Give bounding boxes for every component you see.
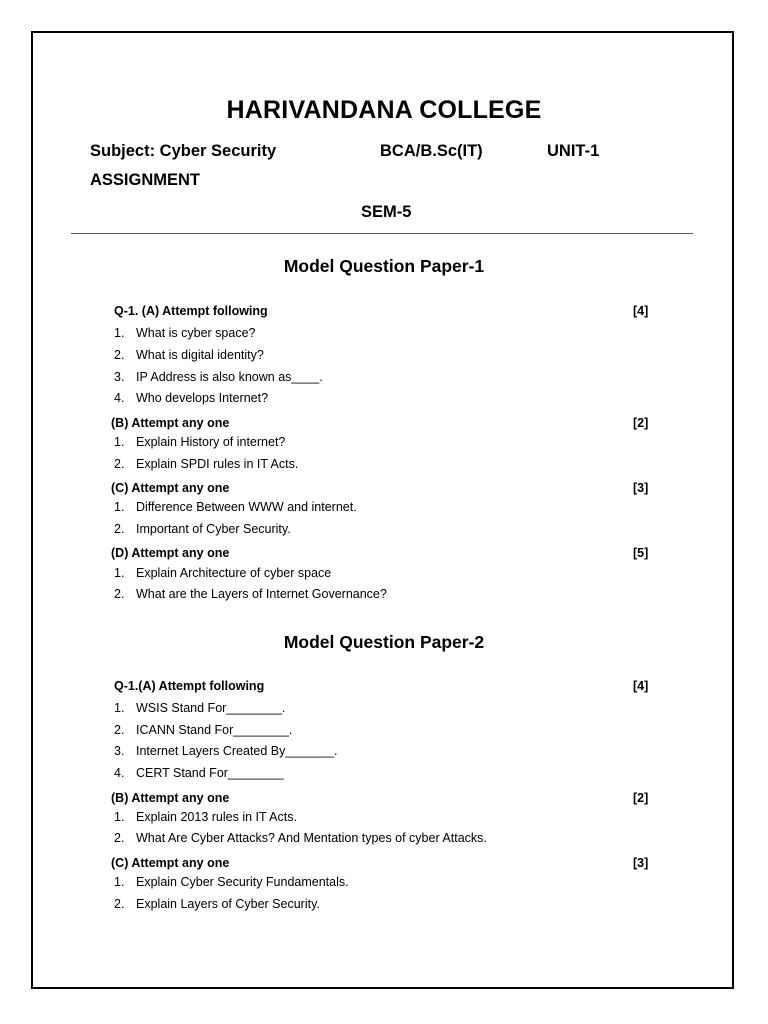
marks-badge: [4]	[633, 304, 649, 318]
semester-label: SEM-5	[361, 203, 412, 221]
list-item: 2. Important of Cyber Security.	[114, 522, 291, 536]
list-item: 1. WSIS Stand For________.	[114, 701, 286, 715]
list-item: 2. What is digital identity?	[114, 348, 264, 362]
question-heading: (B) Attempt any one	[111, 416, 230, 430]
college-title: HARIVANDANA COLLEGE	[226, 96, 542, 124]
list-item: 3. IP Address is also known as____.	[114, 370, 323, 384]
question-heading: (D) Attempt any one	[111, 546, 230, 560]
list-item: 2. Explain Layers of Cyber Security.	[114, 897, 320, 911]
list-item: 1. Explain Architecture of cyber space	[114, 566, 332, 580]
marks-badge: [2]	[633, 791, 649, 805]
assignment-label: ASSIGNMENT	[90, 171, 201, 189]
list-item: 1. Difference Between WWW and internet.	[114, 500, 357, 514]
list-item: 1. Explain History of internet?	[114, 435, 286, 449]
header-divider	[71, 233, 693, 234]
marks-badge: [3]	[633, 856, 649, 870]
question-heading: (C) Attempt any one	[111, 481, 230, 495]
marks-badge: [5]	[633, 546, 649, 560]
course-label: BCA/B.Sc(IT)	[380, 142, 483, 160]
question-heading: Q-1. (A) Attempt following	[114, 304, 268, 318]
list-item: 2. ICANN Stand For________.	[114, 723, 293, 737]
list-item: 2. What Are Cyber Attacks? And Mentation types of cyber Attacks.	[114, 831, 487, 845]
marks-badge: [2]	[633, 416, 649, 430]
unit-label: UNIT-1	[547, 142, 600, 160]
paper-2-title: Model Question Paper-2	[283, 632, 485, 652]
list-item: 4. CERT Stand For________	[114, 766, 284, 780]
list-item: 2. What are the Layers of Internet Governance?	[114, 587, 387, 601]
list-item: 4. Who develops Internet?	[114, 391, 269, 405]
marks-badge: [4]	[633, 679, 649, 693]
question-heading: (C) Attempt any one	[111, 856, 230, 870]
paper-1-title: Model Question Paper-1	[283, 256, 485, 276]
list-item: 1. What is cyber space?	[114, 326, 256, 340]
list-item: 1. Explain Cyber Security Fundamentals.	[114, 875, 349, 889]
list-item: 3. Internet Layers Created By_______.	[114, 744, 338, 758]
question-heading: (B) Attempt any one	[111, 791, 230, 805]
list-item: 1. Explain 2013 rules in IT Acts.	[114, 810, 297, 824]
list-item: 2. Explain SPDI rules in IT Acts.	[114, 457, 299, 471]
question-heading: Q-1.(A) Attempt following	[114, 679, 265, 693]
marks-badge: [3]	[633, 481, 649, 495]
subject-label: Subject: Cyber Security	[90, 142, 277, 160]
